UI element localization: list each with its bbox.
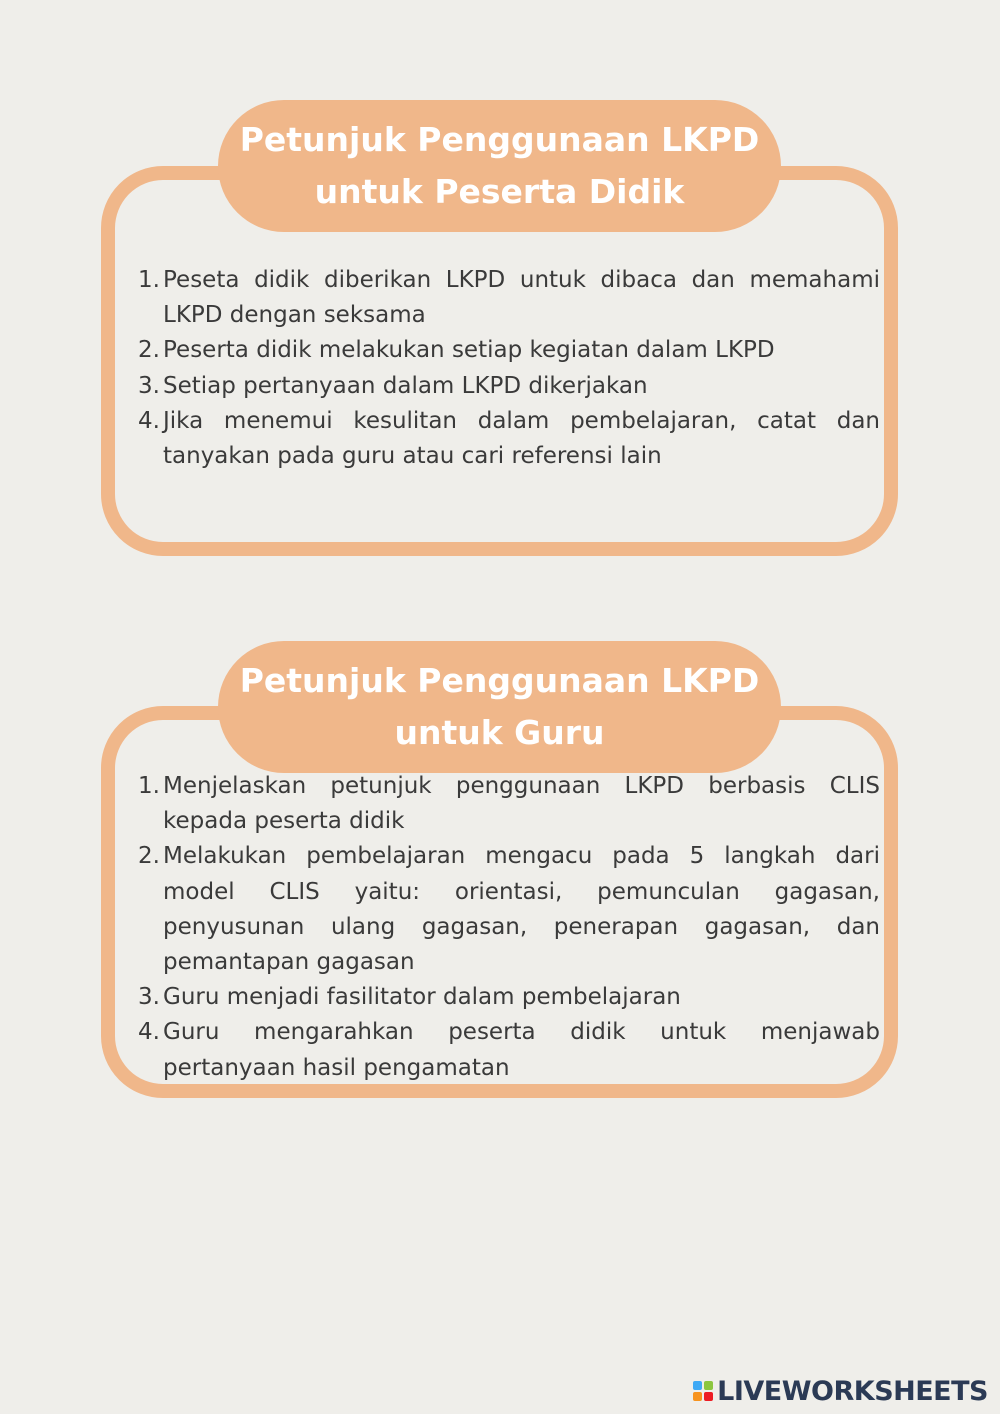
- list-item: [138, 333, 880, 368]
- list-item-text: Menjelaskan petunjuk penggunaan LKPD berbasis CLIS kepada peserta didik: [163, 773, 880, 835]
- list-item-number: 4.: [138, 1019, 160, 1046]
- list-item: [138, 769, 880, 839]
- logo-square-icon: [704, 1392, 713, 1401]
- liveworksheets-watermark[interactable]: [693, 1371, 988, 1411]
- list-item-number: 2.: [138, 337, 160, 364]
- list-item-text: Peseta didik diberikan LKPD untuk dibaca dan memahami LKPD dengan seksama: [163, 267, 880, 329]
- list-item: [138, 404, 880, 474]
- liveworksheets-logo-icon: [693, 1381, 713, 1401]
- teacher-title-line-1: Petunjuk Penggunaan LKPD: [239, 661, 760, 700]
- list-item-text: Jika menemui kesulitan dalam pembelajaran, catat dan tanyakan pada guru atau cari referensi lain: [163, 407, 880, 470]
- list-item: [138, 980, 880, 1015]
- teacher-instructions-list: [138, 769, 880, 1086]
- student-title-line-1: Petunjuk Penggunaan LKPD: [239, 120, 760, 159]
- teacher-title-line-2: untuk Guru: [394, 713, 605, 752]
- list-item: [138, 369, 880, 404]
- list-item-number: 3.: [138, 984, 160, 1011]
- list-item-number: 1.: [138, 267, 160, 293]
- list-item: [138, 263, 880, 333]
- watermark-text: LIVEWORKSHEETS: [717, 1375, 988, 1407]
- list-item: [138, 1015, 880, 1085]
- list-item-text: Guru mengarahkan peserta didik untuk menjawab pertanyaan hasil pengamatan: [163, 1019, 880, 1081]
- student-instructions-title: [218, 100, 781, 232]
- list-item-text: Peserta didik melakukan setiap kegiatan dalam LKPD: [163, 337, 775, 364]
- list-item-text: Melakukan pembelajaran mengacu pada 5 langkah dari model CLIS yaitu: orientasi, pemunculan gagasan, penyusunan ulang gagasan, penerapan gagasan, dan pemantapan gagasan: [163, 843, 880, 976]
- list-item-text: Guru menjadi fasilitator dalam pembelajaran: [163, 984, 681, 1011]
- student-title-line-2: untuk Peserta Didik: [314, 172, 685, 211]
- logo-square-icon: [693, 1381, 702, 1390]
- logo-square-icon: [704, 1381, 713, 1390]
- list-item: [138, 839, 880, 980]
- list-item-number: 3.: [138, 372, 160, 399]
- list-item-number: 2.: [138, 843, 160, 870]
- list-item-text: Setiap pertanyaan dalam LKPD dikerjakan: [163, 372, 648, 399]
- list-item-number: 4.: [138, 407, 160, 434]
- list-item-number: 1.: [138, 773, 160, 799]
- teacher-instructions-title: [218, 641, 781, 773]
- logo-square-icon: [693, 1392, 702, 1401]
- student-instructions-list: [138, 263, 880, 474]
